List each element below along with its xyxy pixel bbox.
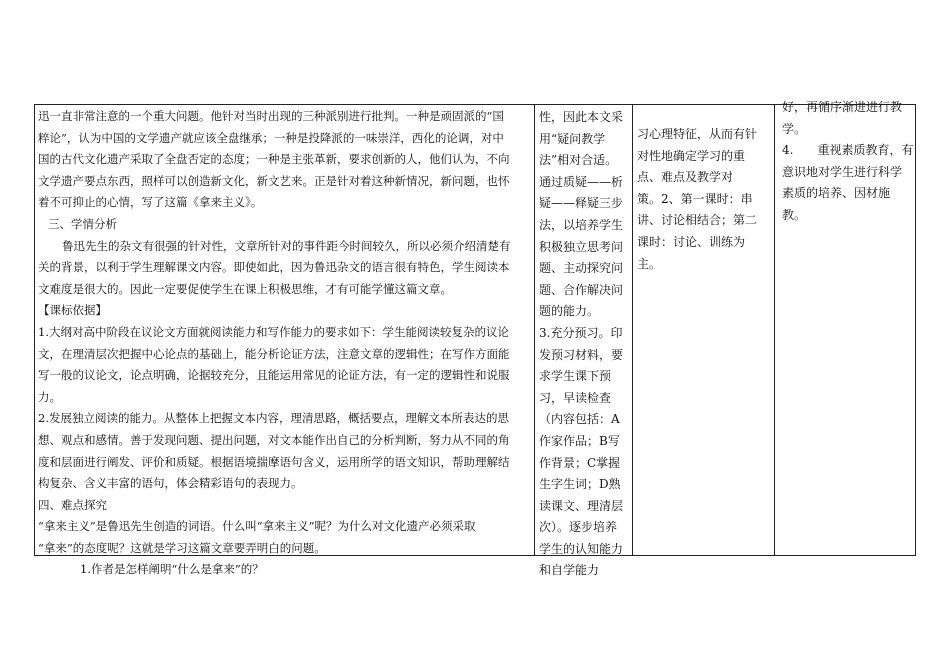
text-line: 性，因此本文采: [539, 110, 624, 124]
text-line: 国的古代文化遗产采取了全盘否定的态度；一种是主张革新，要求创新的人，他们认为，不向: [38, 152, 510, 167]
text-line: 法，以培养学生: [539, 217, 624, 232]
text-line: 用“疑问教学: [539, 131, 606, 146]
text-line: 主。: [637, 256, 662, 271]
text-line: 度和层面进行阐发、评价和质疑。根据语境揣摩语句含义，运用所学的语文知识，帮助理解结: [38, 454, 510, 469]
text-line: 讲、讨论相结合；第二: [637, 213, 758, 228]
text-line: 疑——释疑三步: [539, 196, 624, 211]
section-heading-curriculum-basis: 【课标依据】: [38, 303, 107, 318]
schedule-column: [637, 124, 773, 275]
text-line: 迅一直非常注意的一个重大问题。他针对当时出现的三种派别进行批判。一种是顽固派的“国: [38, 109, 504, 123]
text-line: 意识地对学生进行科学: [782, 164, 903, 179]
principles-column: [782, 97, 914, 227]
section-heading-difficulty: 四、难点探究: [38, 497, 107, 512]
text-line: 题的能力。: [539, 304, 600, 319]
column-divider-3: [774, 104, 775, 556]
text-line: 题、合作解决问: [539, 282, 624, 297]
text-line: 关的背景，以利于学生理解课文内容。即使如此，因为鲁迅杂文的语言很有特色，学生阅读本: [38, 260, 510, 275]
text-line: 想、观点和感情。善于发现问题、提出问题，对文本能作出自己的分析判断，努力从不同的角: [38, 432, 510, 447]
text-line: 4. 重视素质教育，有: [782, 143, 914, 158]
text-line: 教。: [782, 207, 807, 222]
text-line: 构复杂、含义丰富的语句，体会精彩语句的表现力。: [38, 476, 303, 491]
table-right-border: [915, 104, 916, 556]
text-line: 鲁迅先生的杂文有很强的针对性，文章所针对的事件距今时间较久，所以必须介绍清楚有: [62, 238, 511, 253]
teaching-method-column: [539, 107, 631, 582]
text-line: 读课文、理清层: [539, 498, 624, 513]
text-line: 点、难点及教学对: [637, 170, 734, 185]
text-line: 粹论”，认为中国的文学遗产就应该全盘继承；一种是投降派的一味崇洋，西化的论调，对中: [38, 130, 504, 145]
text-line: “拿来主义”是鲁迅先生创造的词语。什么叫“拿来主义”呢？为什么对文化遗产必须采取: [38, 519, 476, 534]
section-heading-student-analysis: 三、学情分析: [48, 216, 117, 231]
text-line: 写一般的议论文，论点明确，论据较充分，且能运用常见的论证方法，有一定的逻辑性和说服: [38, 368, 510, 383]
text-line: 素质的培养、因材施: [782, 186, 891, 201]
text-line: 策。2、第一课时：串: [637, 191, 753, 206]
text-line: 求学生课下预: [539, 369, 612, 384]
text-line: “拿来”的态度呢？这就是学习这篇文章要弄明白的问题。: [38, 540, 326, 555]
text-line: 法”相对合适。: [539, 153, 618, 168]
text-line: 文学遗产要点东西，照样可以创造新文化，新文艺来。正是针对着这种新情况，新问题，也怀: [38, 173, 510, 188]
text-line: 题、主动探究问: [539, 261, 624, 276]
text-line: 学。: [782, 121, 807, 136]
text-line: 对性地确定学习的重: [637, 148, 746, 163]
text-line: 积极独立思考问: [539, 239, 624, 254]
question-line: 1.作者是怎样阐明“什么是拿来”的？: [80, 562, 264, 577]
text-line: 生字生词；D熟: [539, 477, 621, 492]
text-line: 习心理特征，从而有针: [637, 127, 758, 141]
text-line: 力。: [38, 389, 61, 404]
text-line: （内容包括：A: [539, 412, 620, 427]
column-divider-1: [534, 104, 535, 556]
text-line: 作家作品；B写: [539, 433, 620, 448]
lesson-plan-table: [34, 100, 916, 578]
text-line: 课时：讨论、训练为: [637, 234, 746, 249]
text-line: 文，在理清层次把握中心论点的基础上，能分析论证方法，注意文章的逻辑性；在写作方面能: [38, 346, 510, 361]
text-line: 1.大纲对高中阶段在议论文方面就阅读能力和写作能力的要求如下：学生能阅读较复杂的议论: [38, 324, 509, 339]
text-line: 3.充分预习。印: [539, 325, 623, 340]
text-line: 文难度是很大的。因此一定要促使学生在课上积极思维，才有可能学懂这篇文章。: [38, 281, 452, 296]
text-line: 和自学能力: [539, 563, 600, 578]
text-line: 学生的认知能力: [539, 541, 624, 556]
text-line: 发预习材料，要: [539, 347, 624, 362]
text-line: 习，早读检查: [539, 390, 612, 405]
table-left-border: [34, 104, 35, 556]
text-line: 作背景；C掌握: [539, 455, 621, 470]
text-line: 2.发展独立阅读的能力。从整体上把握文本内容，理清思路，概括要点，理解文本所表达的思: [38, 411, 509, 426]
text-line: 通过质疑——析: [539, 174, 624, 189]
text-line: 好，再循序渐进进行教: [782, 100, 903, 114]
column-divider-2: [632, 104, 633, 556]
content-column: [38, 106, 532, 581]
text-line: 次）。逐步培养: [539, 520, 618, 535]
text-line: 着不可抑止的心情，写了这篇《拿来主义》。: [38, 195, 263, 210]
